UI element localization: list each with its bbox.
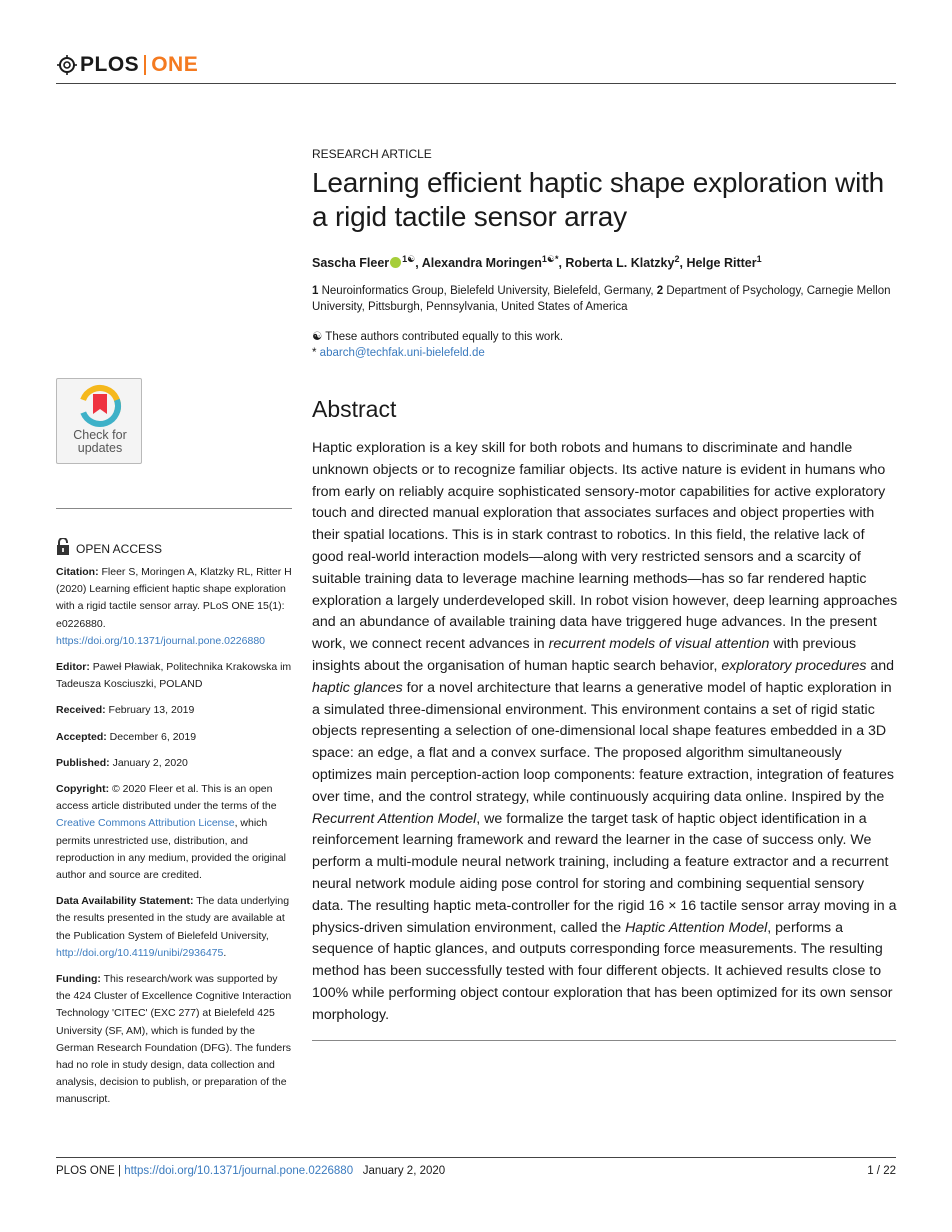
copyright-text-end: , which permits unrestricted use, distribution, and reproduction in any medium, provided the original author and source are credited. bbox=[56, 817, 286, 882]
data-doi-link[interactable]: http://doi.org/10.4119/unibi/2936475 bbox=[56, 946, 224, 959]
affiliation-2: Department of Psychology, Carnegie Mellon University, Pittsburgh, Pennsylvania, United States of America bbox=[312, 285, 891, 313]
data-availability-end: . bbox=[223, 946, 227, 959]
abstract-segment: , we formalize the target task of haptic object identification in a reinforcement learning framework and reward the learner in the case of success only. We perform a multi-module neural network training, including a feature extractor and a recurrent neural network module aiding pose control for storing and combining sequential sensory data. The resulting haptic meta-controller for the rigid 16 × 16 tactile sensor array moving in a physics-driven simulation environment, called the bbox=[312, 810, 897, 936]
abstract-segment: and bbox=[866, 657, 895, 674]
author-name: Alexandra Moringen bbox=[421, 256, 542, 271]
editor-text: Paweł Pławiak, Politechnika Krakowska im Tadeusza Kosciuszki, POLAND bbox=[56, 661, 292, 691]
abstract-italic: exploratory procedures bbox=[721, 657, 867, 674]
plos-logo-icon bbox=[56, 54, 78, 76]
article-type: RESEARCH ARTICLE bbox=[312, 147, 432, 161]
funding-label: Funding: bbox=[56, 973, 101, 986]
open-access-text: OPEN ACCESS bbox=[76, 542, 163, 556]
corresponding-mark: * bbox=[312, 347, 320, 359]
author-sup: 1☯ bbox=[402, 254, 416, 264]
author-name: Roberta L. Klatzky bbox=[565, 256, 675, 271]
journal-header bbox=[56, 50, 896, 84]
copyright-text: © 2020 Fleer et al. This is an open access article distributed under the terms of the bbox=[56, 783, 277, 813]
check-updates-line2: updates bbox=[77, 441, 123, 455]
published-block bbox=[56, 755, 294, 772]
author-list: Sascha Fleer $^{1☯}$, Alexandra Moringen$^{1☯*}$, Roberta L. Klatzky$^2$, Helge Ritter$^1$ bbox=[312, 254, 762, 271]
article-sidebar bbox=[56, 378, 292, 1106]
abstract-segment: for a novel architecture that learns a generative model of haptic exploration in a simulated three-dimensional environment. This environment contains a set of rigid static objects representing a selection of one-dimensional local shape features embedded in a 3D space: an edge, a flat and a convex surface. The proposed algorithm simultaneously optimizes main perception-action loop components: feature extraction, integration of features over time, and the control strategy, while continuously acquiring data online. Inspired by the bbox=[312, 679, 895, 805]
editor-label: Editor: bbox=[56, 661, 90, 674]
license-link[interactable]: Creative Commons Attribution License bbox=[56, 817, 235, 830]
author-4[interactable] bbox=[686, 256, 761, 270]
received-date: February 13, 2019 bbox=[105, 704, 195, 717]
author-name: Sascha Fleer bbox=[312, 256, 390, 271]
received-label: Received: bbox=[56, 704, 106, 717]
author-notes bbox=[312, 329, 896, 361]
check-for-updates-badge[interactable] bbox=[56, 378, 142, 464]
data-availability-block bbox=[56, 893, 294, 962]
article-title: Learning efficient haptic shape exploration with a rigid tactile sensor array bbox=[312, 167, 885, 232]
check-updates-line1: Check for bbox=[73, 428, 127, 442]
copyright-label: Copyright: bbox=[56, 783, 110, 796]
accepted-date: December 6, 2019 bbox=[106, 730, 197, 743]
editor-block bbox=[56, 659, 294, 693]
accepted-label: Accepted: bbox=[56, 730, 107, 743]
abstract-italic: haptic glances bbox=[312, 679, 403, 696]
author-sup: 1☯* bbox=[541, 254, 559, 264]
abstract-segment: with previous insights about the organisation of human haptic search behavior, bbox=[312, 636, 857, 674]
footer-divider bbox=[56, 1157, 896, 1158]
orcid-icon[interactable] bbox=[390, 257, 401, 268]
article-metadata bbox=[56, 564, 294, 1118]
crossmark-icon bbox=[78, 384, 122, 433]
page-number: 1 / 22 bbox=[867, 1165, 896, 1177]
data-availability-label: Data Availability Statement: bbox=[56, 895, 194, 908]
published-date: January 2, 2020 bbox=[109, 756, 188, 769]
author-1[interactable] bbox=[312, 256, 415, 270]
published-label: Published: bbox=[56, 756, 110, 769]
logo-divider bbox=[144, 55, 146, 75]
logo-one-text: ONE bbox=[151, 53, 199, 76]
funding-block bbox=[56, 971, 294, 1109]
author-sup: 2 bbox=[674, 254, 680, 264]
author-sup: 1 bbox=[756, 254, 762, 264]
abstract-italic: Haptic Attention Model bbox=[625, 919, 768, 936]
citation-text: Fleer S, Moringen A, Klatzky RL, Ritter H (2020) Learning efficient haptic shape exploration with a rigid tactile sensor array. PLoS ONE 15(1): e0226880. bbox=[56, 566, 292, 630]
copyright-block bbox=[56, 781, 294, 884]
abstract-segment: Haptic exploration is a key skill for both robots and humans to discriminate and handle unknown objects or to recognize familiar objects. Its active nature is evident in humans who from early on reliably acquire sophisticated sensory-motor capabilities for active exploratory touch and directed manual exploration that associates surfaces and object properties with their spatial locations. This is in stark contrast to robotics. In this field, the relative lack of good real-world interaction models—along with very restricted sensors and a scarcity of suitable training data to leverage machine learning methods—has so far rendered haptic exploration a largely underdeveloped skill. In robot vision however, deep learning approaches and an abundance of available training data have triggered huge advances. In the present work, we connect recent advances in bbox=[312, 440, 898, 653]
author-2[interactable] bbox=[422, 256, 559, 270]
author-3[interactable] bbox=[565, 256, 679, 270]
abstract-segment: , performs a sequence of haptic glances, and outputs corresponding force measurements. The resulting method has been successfully tested with four different objects. It achieved results close to 100% while performing object contour exploration that has been optimized for its own sensor morphology. bbox=[312, 919, 893, 1023]
abstract-heading: Abstract bbox=[312, 396, 397, 422]
footer-doi-link[interactable]: https://doi.org/10.1371/journal.pone.0226880 bbox=[124, 1165, 354, 1177]
citation-label: Citation: bbox=[56, 566, 99, 578]
abstract-text bbox=[312, 438, 898, 1027]
abstract-italic: recurrent models of visual attention bbox=[548, 636, 770, 653]
author-name: Helge Ritter bbox=[686, 256, 757, 271]
plos-one-logo[interactable] bbox=[56, 52, 198, 78]
affiliation-1: Neuroinformatics Group, Bielefeld University, Bielefeld, Germany, bbox=[318, 285, 657, 297]
affiliation-number: 2 bbox=[656, 285, 664, 297]
accepted-block bbox=[56, 729, 294, 746]
footer-journal: PLOS ONE | bbox=[56, 1165, 125, 1177]
equal-contribution-note: ☯ These authors contributed equally to this work. bbox=[312, 331, 564, 343]
abstract-italic: Recurrent Attention Model bbox=[312, 810, 477, 827]
logo-plos-text: PLOS bbox=[80, 53, 140, 76]
corresponding-email-link[interactable]: abarch@techfak.uni-bielefeld.de bbox=[319, 347, 485, 359]
check-for-updates-text bbox=[57, 429, 143, 455]
footer-date: January 2, 2020 bbox=[362, 1165, 446, 1177]
funding-text: This research/work was supported by the 424 Cluster of Excellence Cognitive Interaction Technology 'CITEC' (EXC 277) at Bielefeld 425 University (SF, AM), which is funded by the German Research Foundation (DFG). The funders had no role in study design, data collection and analysis, decision to publish, or preparation of the manuscript. bbox=[56, 973, 292, 1106]
affiliations bbox=[312, 283, 896, 315]
open-access-label bbox=[56, 538, 162, 560]
page-footer bbox=[56, 1165, 896, 1177]
sidebar-divider bbox=[56, 508, 292, 509]
citation-doi-link[interactable]: https://doi.org/10.1371/journal.pone.0226880 bbox=[56, 634, 266, 647]
data-availability-text: The data underlying the results presented in the study are available at the Publication System of Bielefeld University, bbox=[56, 895, 290, 942]
corresponding-author bbox=[312, 345, 896, 361]
open-access-lock-icon bbox=[56, 538, 70, 560]
affiliation-number: 1 bbox=[312, 285, 319, 297]
citation-block bbox=[56, 564, 294, 650]
received-block bbox=[56, 702, 294, 719]
abstract-divider bbox=[312, 1040, 896, 1041]
